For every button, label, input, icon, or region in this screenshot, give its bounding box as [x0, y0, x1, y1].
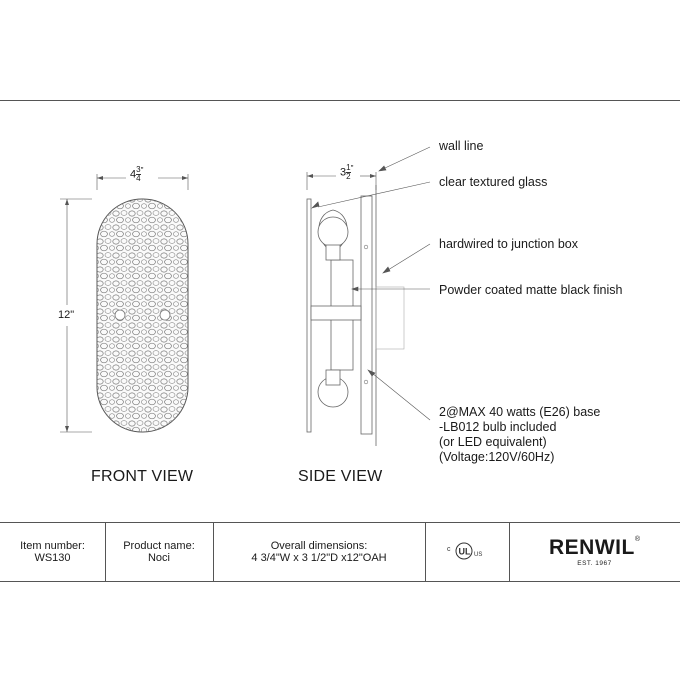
brand-name: RENWIL: [549, 536, 635, 559]
side-wall-plate: [361, 196, 372, 434]
front-width-dimension: 4 $\frac{3}{4}$ ": [130, 165, 144, 183]
junction-box-outline: [376, 287, 404, 349]
side-mount-arm: [311, 306, 361, 320]
frame-title-block-bottom-line: [0, 581, 680, 582]
item-number-value: WS130: [34, 552, 71, 564]
product-name-cell: [105, 540, 213, 564]
callout-bulb-spec: [439, 405, 600, 465]
front-view-title: FRONT VIEW: [91, 468, 194, 485]
frame-title-block-top-line: [0, 522, 680, 523]
side-view-drawing: [307, 172, 404, 446]
callout-finish: Powder coated matte black finish: [439, 283, 623, 297]
side-glass-plate: [307, 199, 311, 432]
overall-dimensions-cell: [213, 540, 425, 564]
brand-logo: [509, 536, 680, 567]
side-depth-dimension: 3 $\frac{1}{2}$ ": [340, 163, 354, 181]
front-glass-texture: [97, 199, 188, 432]
svg-text:US: US: [474, 552, 483, 558]
svg-text:c: c: [447, 546, 451, 553]
callout-hardwired: hardwired to junction box: [439, 237, 578, 251]
ul-certification-mark: [447, 540, 487, 562]
bulb-spec-line-4: (Voltage:120V/60Hz): [439, 450, 555, 464]
item-number-cell: [0, 540, 105, 564]
height-dimension: 12": [58, 309, 75, 321]
product-name-value: Noci: [147, 552, 170, 564]
front-screw-right: [160, 310, 170, 320]
side-view-title: SIDE VIEW: [298, 468, 383, 485]
overall-dimensions-value: 4 3/4"W x 3 1/2"D x12"OAH: [251, 552, 387, 564]
brand-established: EST. 1967: [577, 560, 612, 567]
bulb-spec-line-1: 2@MAX 40 watts (E26) base: [439, 405, 601, 419]
brand-registered-mark: ®: [634, 536, 640, 543]
svg-text:UL: UL: [458, 546, 471, 557]
title-block-divider-3: [425, 522, 426, 581]
bulb-spec-line-3: (or LED equivalent): [439, 435, 547, 449]
item-number-label: Item number:: [20, 540, 85, 552]
callout-glass: clear textured glass: [439, 175, 548, 189]
callout-wall-line: wall line: [439, 139, 484, 153]
front-screw-left: [115, 310, 125, 320]
bulb-spec-line-2: -LB012 bulb included: [439, 420, 557, 434]
ul-mark-icon: [447, 540, 487, 562]
product-name-label: Product name:: [123, 540, 195, 552]
overall-dimensions-label: Overall dimensions:: [270, 540, 368, 552]
front-view-drawing: [60, 174, 188, 432]
